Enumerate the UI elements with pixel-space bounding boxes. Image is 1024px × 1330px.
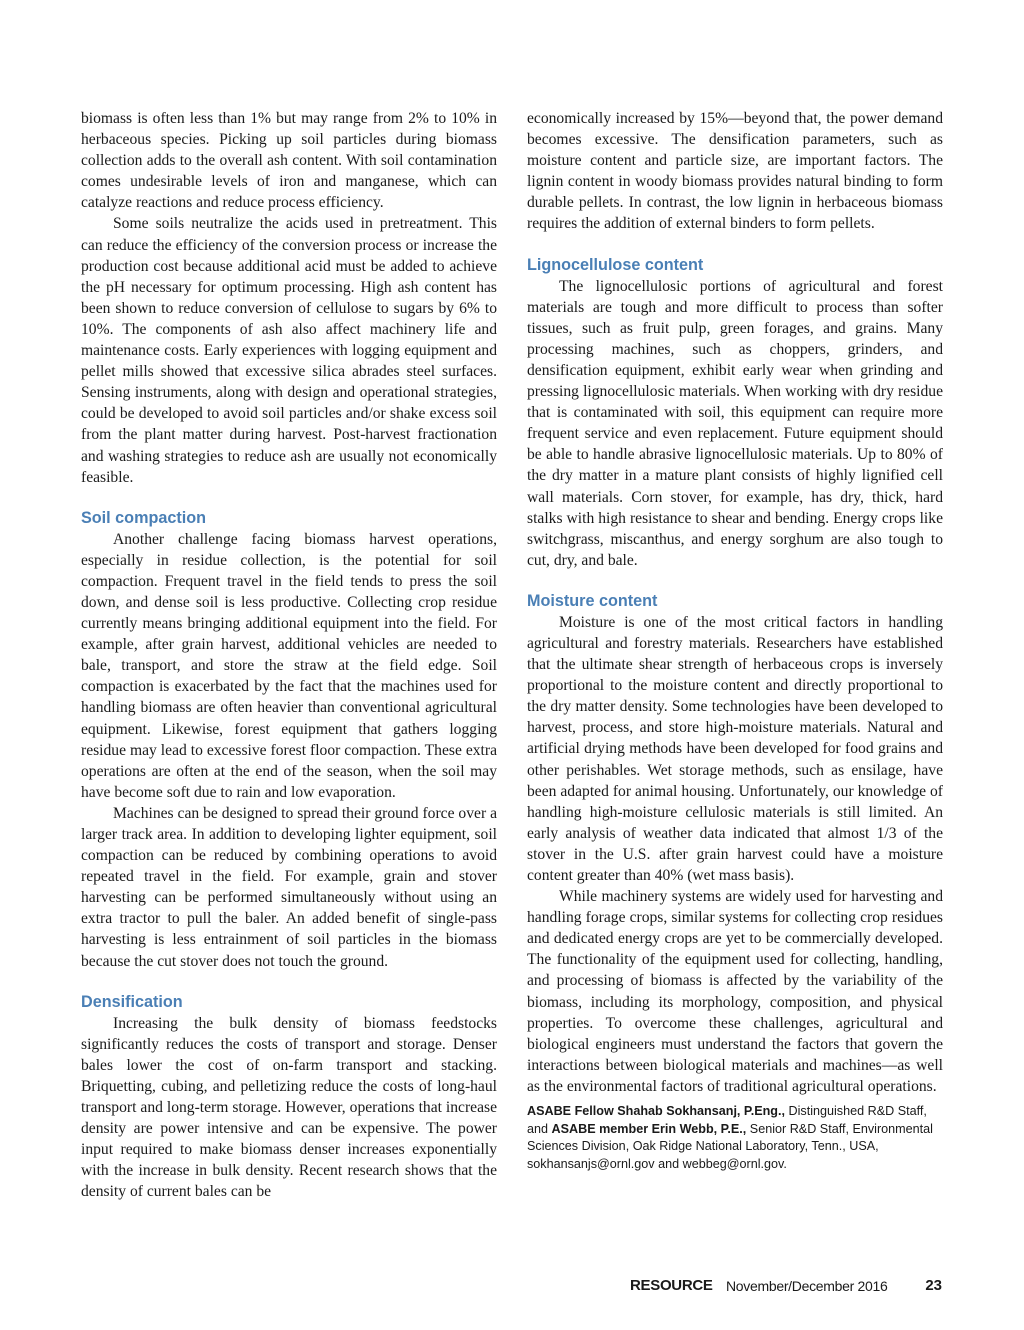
paragraph: Machines can be designed to spread their ground force over a larger track area. In addition to developing lighter equipment, soil compaction can be reduced by combining operations to avoid repeated travel in the field. For example, grain and stover harvesting can be performed simultaneously without using an extra tractor to pull the baler. An added benefit of single-pass harvesting is less entrainment of soil particles in the biomass because the cut stover does not touch the ground. xyxy=(81,804,497,970)
paragraph: Some soils neutralize the acids used in pretreatment. This can reduce the efficiency of the conversion process or increase the production cost because additional acid must be added to achieve the pH necessary for optimum processing. High ash content has been shown to reduce conversion of cellulose to sugars by 6% to 10%. The components of ash also affect machinery life and maintenance costs. Early experiences with logging equipment and pellet mills showed that excessive silica abrades steel surfaces. Sensing instruments, along with design and operational strategies, could be developed to avoid soil particles and/or shake excess soil from the plant matter during harvest. Post-harvest fractionation and washing strategies to reduce ash are usually not economically feasible. xyxy=(81,215,497,486)
paragraph: economically increased by 15%—beyond that, the power demand becomes excessive. The densification parameters, such as moisture content and particle size, are important factors. The lignin content in woody biomass provides natural binding to form durable pellets. In contrast, the low lignin in herbaceous biomass requires the addition of external binders to form pellets. xyxy=(527,110,943,233)
section-heading-moisture-content: Moisture content xyxy=(527,591,658,610)
section-heading-soil-compaction: Soil compaction xyxy=(81,508,207,527)
author-bio xyxy=(527,1103,943,1173)
author-role-2: Senior R&D Staff, Environmental Sciences Division, Oak Ridge National Laboratory, Tenn., USA, sokhansanjs@ornl.gov and webbeg@ornl.gov. xyxy=(527,1121,933,1171)
paragraph: Increasing the bulk density of biomass feedstocks significantly reduces the costs of transport and storage. Denser bales lower the cost of on-farm transport and stacking. Briquetting, cubing, and pelletizing reduce the costs of long-haul transport and long-term storage. However, operations that increase density are power intensive and can be expensive. The power input required to make biomass denser increases exponentially with the increase in bulk density. Recent research shows that the density of current bales can be xyxy=(81,1014,497,1201)
author-name-2: ASABE member Erin Webb, P.E., xyxy=(551,1121,747,1136)
author-role-1: Distinguished R&D Staff, and xyxy=(527,1104,927,1136)
paragraph: The lignocellulosic portions of agricultural and forest materials are tough and more difficult to process than softer tissues, such as fruit pulp, green forages, and grains. Many processing machines, such as choppers, grinders, and densification equipment, exhibit early wear when grinding and pressing lignocellulosic materials. When working with dry residue that is contaminated with soil, this equipment can require more frequent service and even replacement. Future equipment should be able to handle abrasive lignocellulosic materials. Up to 80% of the dry matter in a mature plant consists of highly lignified cell wall materials. Corn stover, for example, has dry, thick, hard stalks with high resistance to shear and bending. Energy crops like switchgrass, miscanthus, and energy sorghum are also tough to cut, dry, and bale. xyxy=(527,277,943,569)
paragraph: Moisture is one of the most critical factors in handling agricultural and forestry materials. Researchers have established that the ultimate shear strength of herbaceous crops is inversely proportional to the moisture content and directly proportional to the dry matter density. Some technologies have been developed to harvest, process, and store high-moisture materials. Natural and artificial drying methods have been developed for food grains and other perishables. Wet storage methods, such as ensilage, have been adapted for animal housing. Unfortunately, our knowledge of handling high-moisture cellulosic materials is still limited. An early analysis of weather data indicated that almost 1/3 of the stover in the U.S. after grain harvest could have a moisture content greater than 40% (wet mass basis). xyxy=(527,613,943,884)
paragraph: While machinery systems are widely used for harvesting and handling forage crops, similar systems for collecting crop residues and dedicated energy crops are yet to be commercially developed. The functionality of the equipment used for collecting, handling, and processing of biomass is affected by the variability of the biomass, including its morphology, composition, and physical properties. To overcome these challenges, agricultural and biological engineers must understand the factors that govern the interactions between biological materials and machines—as well as the environmental factors of traditional agricultural operations. xyxy=(527,888,943,1095)
author-name-1: ASABE Fellow Shahab Sokhansanj, P.Eng., xyxy=(527,1104,785,1119)
paragraph: biomass is often less than 1% but may range from 2% to 10% in herbaceous species. Picking up soil particles during biomass collection adds to the overall ash content. With soil contamination comes undesirable levels of iron and manganese, which can catalyze reactions and reduce process efficiency. xyxy=(81,110,497,212)
section-heading-densification: Densification xyxy=(81,992,183,1011)
issue-date: November/December 2016 xyxy=(726,1278,888,1294)
right-column xyxy=(527,108,943,1173)
page-footer xyxy=(630,1277,942,1299)
paragraph: Another challenge facing biomass harvest operations, especially in residue collection, is the potential for soil compaction. Frequent travel in the field tends to press the soil down, and dense soil is less productive. Collecting crop residue currently means bringing additional equipment into the field. For example, after grain harvest, additional vehicles are needed to bale, transport, and store the straw at the field edge. Soil compaction is exacerbated by the fact that the machines used for handling biomass are often heavier than conventional agricultural equipment. Likewise, forest equipment that gathers logging residue may lead to excessive forest floor compaction. These extra operations are often at the end of the season, when the soil may have become soft due to rain and low evaporation. xyxy=(81,530,497,801)
publication-name: RESOURCE xyxy=(630,1277,713,1294)
page-number: 23 xyxy=(925,1277,942,1294)
section-heading-lignocellulose-content: Lignocellulose content xyxy=(527,255,704,274)
left-column xyxy=(81,108,497,1203)
